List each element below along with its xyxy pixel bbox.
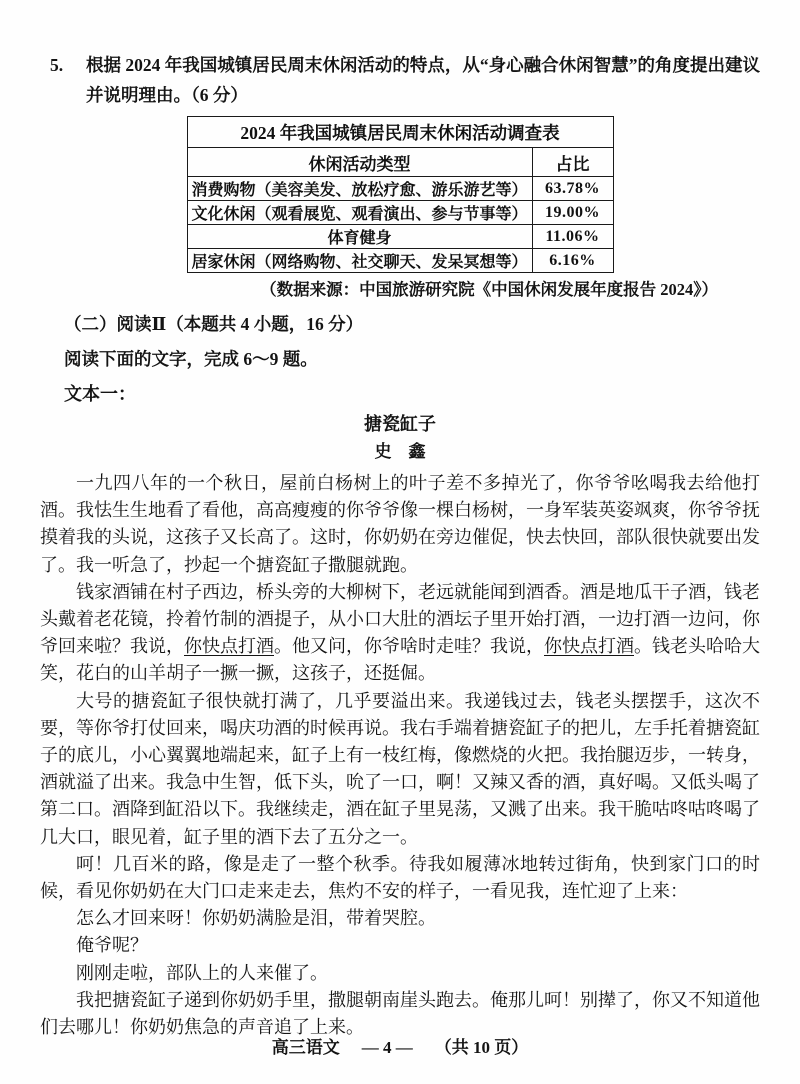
story-paragraph: [40, 905, 760, 932]
text-segment: 。钱老头哈哈大笑，花白的山羊胡子一撅一撅，这孩子，还挺倔。: [40, 636, 760, 684]
question-5: [40, 50, 760, 110]
text-segment: 一九四八年的一个秋日，屋前白杨树上的叶子差不多掉光了，你爷爷吆喝我去给他打酒。我怯生生地看了看他，高高瘦瘦的你爷爷像一棵白杨树，一身军装英姿飒爽，你爷爷抚摸着我的头说，这孩子又长高了。这时，你奶奶在旁边催促，快去快回，部队很快就要出发了。我一听急了，抄起一个搪瓷缸子撒腿就跑。: [40, 473, 760, 575]
text-segment: 大号的搪瓷缸子很快就打满了，几乎要溢出来。我递钱过去，钱老头摆摆手，这次不要，等你爷打仗回来，喝庆功酒的时候再说。我右手端着搪瓷缸子的把儿，左手托着搪瓷缸子的底儿，小心翼翼地端起来，缸子上有一枝红梅，像燃烧的火把。我抬腿迈步，一转身，酒就溢了出来。我急中生智，低下头，吮了一口，啊！又辣又香的酒，真好喝。又低头喝了第二口。酒降到缸沿以下。我继续走，酒在缸子里晃荡，又溅了出来。我干脆咕咚咕咚喝了几大口，眼见着，缸子里的酒下去了五分之一。: [40, 690, 760, 847]
underlined-phrase: 你快点打酒: [184, 636, 274, 657]
text-segment: 怎么才回来呀！你奶奶满脸是泪，带着哭腔。: [76, 908, 436, 929]
question-number: 5.: [50, 55, 64, 75]
story-paragraph: [40, 960, 760, 987]
table-row: [187, 201, 613, 225]
table-row: [187, 249, 613, 273]
underlined-phrase: 你快点打酒: [544, 636, 634, 657]
activity-type: 居家休闲（网络购物、社交聊天、发呆冥想等）: [187, 249, 532, 273]
reading-instruction: 阅读下面的文字，完成 6～9 题。: [64, 349, 318, 369]
story-paragraph: [40, 851, 760, 905]
page-footer: [0, 1033, 800, 1058]
activity-pct: 6.16%: [532, 249, 613, 273]
activity-type: 文化休闲（观看展览、观看演出、参与节事等）: [187, 201, 532, 225]
survey-table: [187, 116, 614, 273]
text-segment: 我把搪瓷缸子递到你奶奶手里，撒腿朝南崖头跑去。俺那儿呵！别撵了，你又不知道他们去哪儿！你奶奶焦急的声音追了上来。: [40, 989, 760, 1038]
section-heading: （二）阅读Ⅱ（本题共 4 小题，16 分）: [64, 314, 364, 334]
story-title: 搪瓷缸子: [364, 414, 436, 434]
question-text: 根据 2024 年我国城镇居民周末休闲活动的特点，从“身心融合休闲智慧”的角度提出建议并说明理由。（6 分）: [86, 55, 760, 105]
table-title-row: [187, 117, 613, 148]
table-row: [187, 177, 613, 201]
activity-pct: 63.78%: [532, 177, 613, 201]
column-header-pct: 占比: [532, 148, 613, 177]
footer-total-pages: （共 10 页）: [434, 1038, 529, 1057]
activity-type: 消费购物（美容美发、放松疗愈、游乐游艺等）: [187, 177, 532, 201]
footer-course: 高三语文: [271, 1038, 340, 1057]
activity-pct: 11.06%: [532, 225, 613, 249]
data-source-note: （数据来源：中国旅游研究院《中国休闲发展年度报告 2024》）: [260, 280, 718, 299]
story-paragraph: [40, 932, 760, 959]
column-header-type: 休闲活动类型: [187, 148, 532, 177]
story-paragraph: [40, 579, 760, 688]
activity-type: 体育健身: [187, 225, 532, 249]
footer-page-number: — 4 —: [361, 1038, 413, 1057]
story-paragraph: [40, 470, 760, 579]
table-title: 2024 年我国城镇居民周末休闲活动调查表: [187, 117, 613, 148]
table-row: [187, 225, 613, 249]
text-segment: 钱家酒铺在村子西边，桥头旁的大柳树下，老远就能闻到酒香。酒是地瓜干子酒，钱老头戴着老花镜，拎着竹制的酒提子，从小口大肚的酒坛子里开始打酒，一边打酒一边问，你爷回来啦？我说，: [40, 581, 760, 657]
activity-pct: 19.00%: [532, 201, 613, 225]
text-segment: 。他又问，你爷啥时走哇？我说，: [274, 636, 544, 657]
story-body: [40, 470, 760, 1041]
story-author: 史 鑫: [374, 442, 426, 461]
text-segment: 俺爷呢？: [76, 935, 148, 956]
text-one-label: 文本一：: [64, 384, 136, 404]
table-header-row: [187, 148, 613, 177]
story-paragraph: [40, 688, 760, 851]
text-segment: 刚刚走啦，部队上的人来催了。: [76, 962, 328, 983]
text-segment: 呵！几百米的路，像是走了一整个秋季。待我如履薄冰地转过街角，快到家门口的时候，看见你奶奶在大门口走来走去，焦灼不安的样子，一看见我，连忙迎了上来：: [40, 853, 760, 902]
